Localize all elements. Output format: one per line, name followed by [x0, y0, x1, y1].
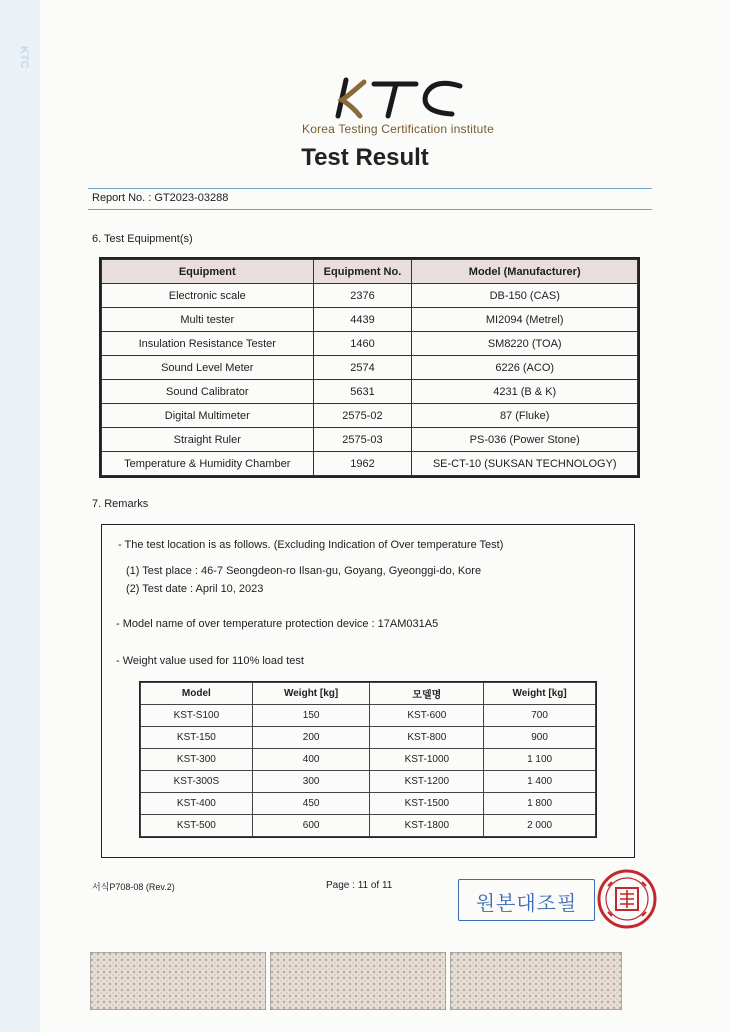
header-equipment: Equipment [102, 260, 314, 284]
header-weight: Weight [kg] [252, 683, 370, 705]
equipment-model: 87 (Fluke) [412, 404, 638, 428]
security-pattern-strip [90, 952, 266, 1010]
original-copy-stamp [458, 879, 595, 921]
model-cell: KST-S100 [141, 705, 253, 727]
table-row [141, 749, 596, 771]
remark-model-name: - Model name of over temperature protection device : 17AM031A5 [116, 618, 439, 630]
model-cell: KST-400 [141, 793, 253, 815]
section-remarks-title: 7. Remarks [92, 498, 149, 510]
equipment-number: 2376 [313, 284, 412, 308]
equipment-name: Electronic scale [102, 284, 314, 308]
model-cell: KST-1500 [370, 793, 484, 815]
model-cell: KST-1800 [370, 815, 484, 837]
weight-cell: 2 000 [484, 815, 596, 837]
page-number: Page : 11 of 11 [326, 880, 393, 891]
model-cell: KST-600 [370, 705, 484, 727]
weight-cell: 1 400 [484, 771, 596, 793]
equipment-name: Insulation Resistance Tester [102, 332, 314, 356]
table-row [102, 404, 638, 428]
model-cell: KST-500 [141, 815, 253, 837]
weight-cell: 400 [252, 749, 370, 771]
header-equipment-no: Equipment No. [313, 260, 412, 284]
remark-weight-intro: - Weight value used for 110% load test [116, 655, 304, 667]
table-row [102, 452, 638, 476]
ktc-logo [330, 76, 470, 120]
header-model: Model [141, 683, 253, 705]
table-row [102, 308, 638, 332]
remark-test-location: - The test location is as follows. (Excluding Indication of Over temperature Test) [118, 539, 504, 551]
table-row [102, 356, 638, 380]
equipment-model: DB-150 (CAS) [412, 284, 638, 308]
weight-cell: 600 [252, 815, 370, 837]
official-seal-icon [596, 868, 658, 930]
table-row [102, 332, 638, 356]
stamp-text: 원본대조필 [475, 893, 578, 915]
remark-test-place: (1) Test place : 46-7 Seongdeon-ro Ilsan-gu, Goyang, Gyeonggi-do, Kore [126, 565, 482, 577]
remark-test-date: (2) Test date : April 10, 2023 [126, 583, 264, 595]
form-code: 서식P708-08 (Rev.2) [92, 882, 175, 892]
weight-cell: 900 [484, 727, 596, 749]
equipment-model: 4231 (B & K) [412, 380, 638, 404]
weight-cell: 1 800 [484, 793, 596, 815]
table-row [141, 727, 596, 749]
model-cell: KST-300 [141, 749, 253, 771]
weight-table-header-row [141, 683, 596, 705]
table-row [141, 771, 596, 793]
header-model-manufacturer: Model (Manufacturer) [412, 260, 638, 284]
weight-cell: 450 [252, 793, 370, 815]
equipment-model: MI2094 (Metrel) [412, 308, 638, 332]
equipment-model: SE-CT-10 (SUKSAN TECHNOLOGY) [412, 452, 638, 476]
equipment-name: Sound Calibrator [102, 380, 314, 404]
table-row [141, 793, 596, 815]
table-row [102, 380, 638, 404]
equipment-name: Digital Multimeter [102, 404, 314, 428]
table-row [102, 284, 638, 308]
table-row [141, 815, 596, 837]
equipment-model: PS-036 (Power Stone) [412, 428, 638, 452]
equipment-number: 4439 [313, 308, 412, 332]
equipment-name: Straight Ruler [102, 428, 314, 452]
institute-name: Korea Testing Certification institute [302, 122, 494, 136]
model-cell: KST-800 [370, 727, 484, 749]
model-cell: KST-300S [141, 771, 253, 793]
weight-cell: 300 [252, 771, 370, 793]
equipment-model: SM8220 (TOA) [412, 332, 638, 356]
equipment-number: 2574 [313, 356, 412, 380]
equipment-number: 1962 [313, 452, 412, 476]
equipment-name: Temperature & Humidity Chamber [102, 452, 314, 476]
equipment-number: 2575-03 [313, 428, 412, 452]
security-pattern-strip [450, 952, 622, 1010]
report-number-bar [88, 188, 652, 210]
page-title: Test Result [301, 144, 429, 171]
model-cell: KST-1200 [370, 771, 484, 793]
header-model-korean: 모델명 [370, 683, 484, 705]
table-row [102, 428, 638, 452]
report-number: Report No. : GT2023-03288 [92, 192, 229, 204]
equipment-number: 1460 [313, 332, 412, 356]
header-weight-2: Weight [kg] [484, 683, 596, 705]
section-test-equipment-title: 6. Test Equipment(s) [92, 233, 193, 245]
equipment-table-header-row [102, 260, 638, 284]
weight-cell: 150 [252, 705, 370, 727]
weight-cell: 1 100 [484, 749, 596, 771]
weight-cell: 200 [252, 727, 370, 749]
weight-cell: 700 [484, 705, 596, 727]
equipment-table [101, 259, 638, 476]
side-watermark: KTC [18, 46, 30, 69]
left-margin-band [0, 0, 40, 1032]
equipment-name: Multi tester [102, 308, 314, 332]
equipment-name: Sound Level Meter [102, 356, 314, 380]
equipment-number: 5631 [313, 380, 412, 404]
weight-table [140, 682, 596, 837]
model-cell: KST-150 [141, 727, 253, 749]
equipment-model: 6226 (ACO) [412, 356, 638, 380]
security-pattern-strip [270, 952, 446, 1010]
model-cell: KST-1000 [370, 749, 484, 771]
equipment-number: 2575-02 [313, 404, 412, 428]
remarks-box [101, 524, 635, 858]
table-row [141, 705, 596, 727]
